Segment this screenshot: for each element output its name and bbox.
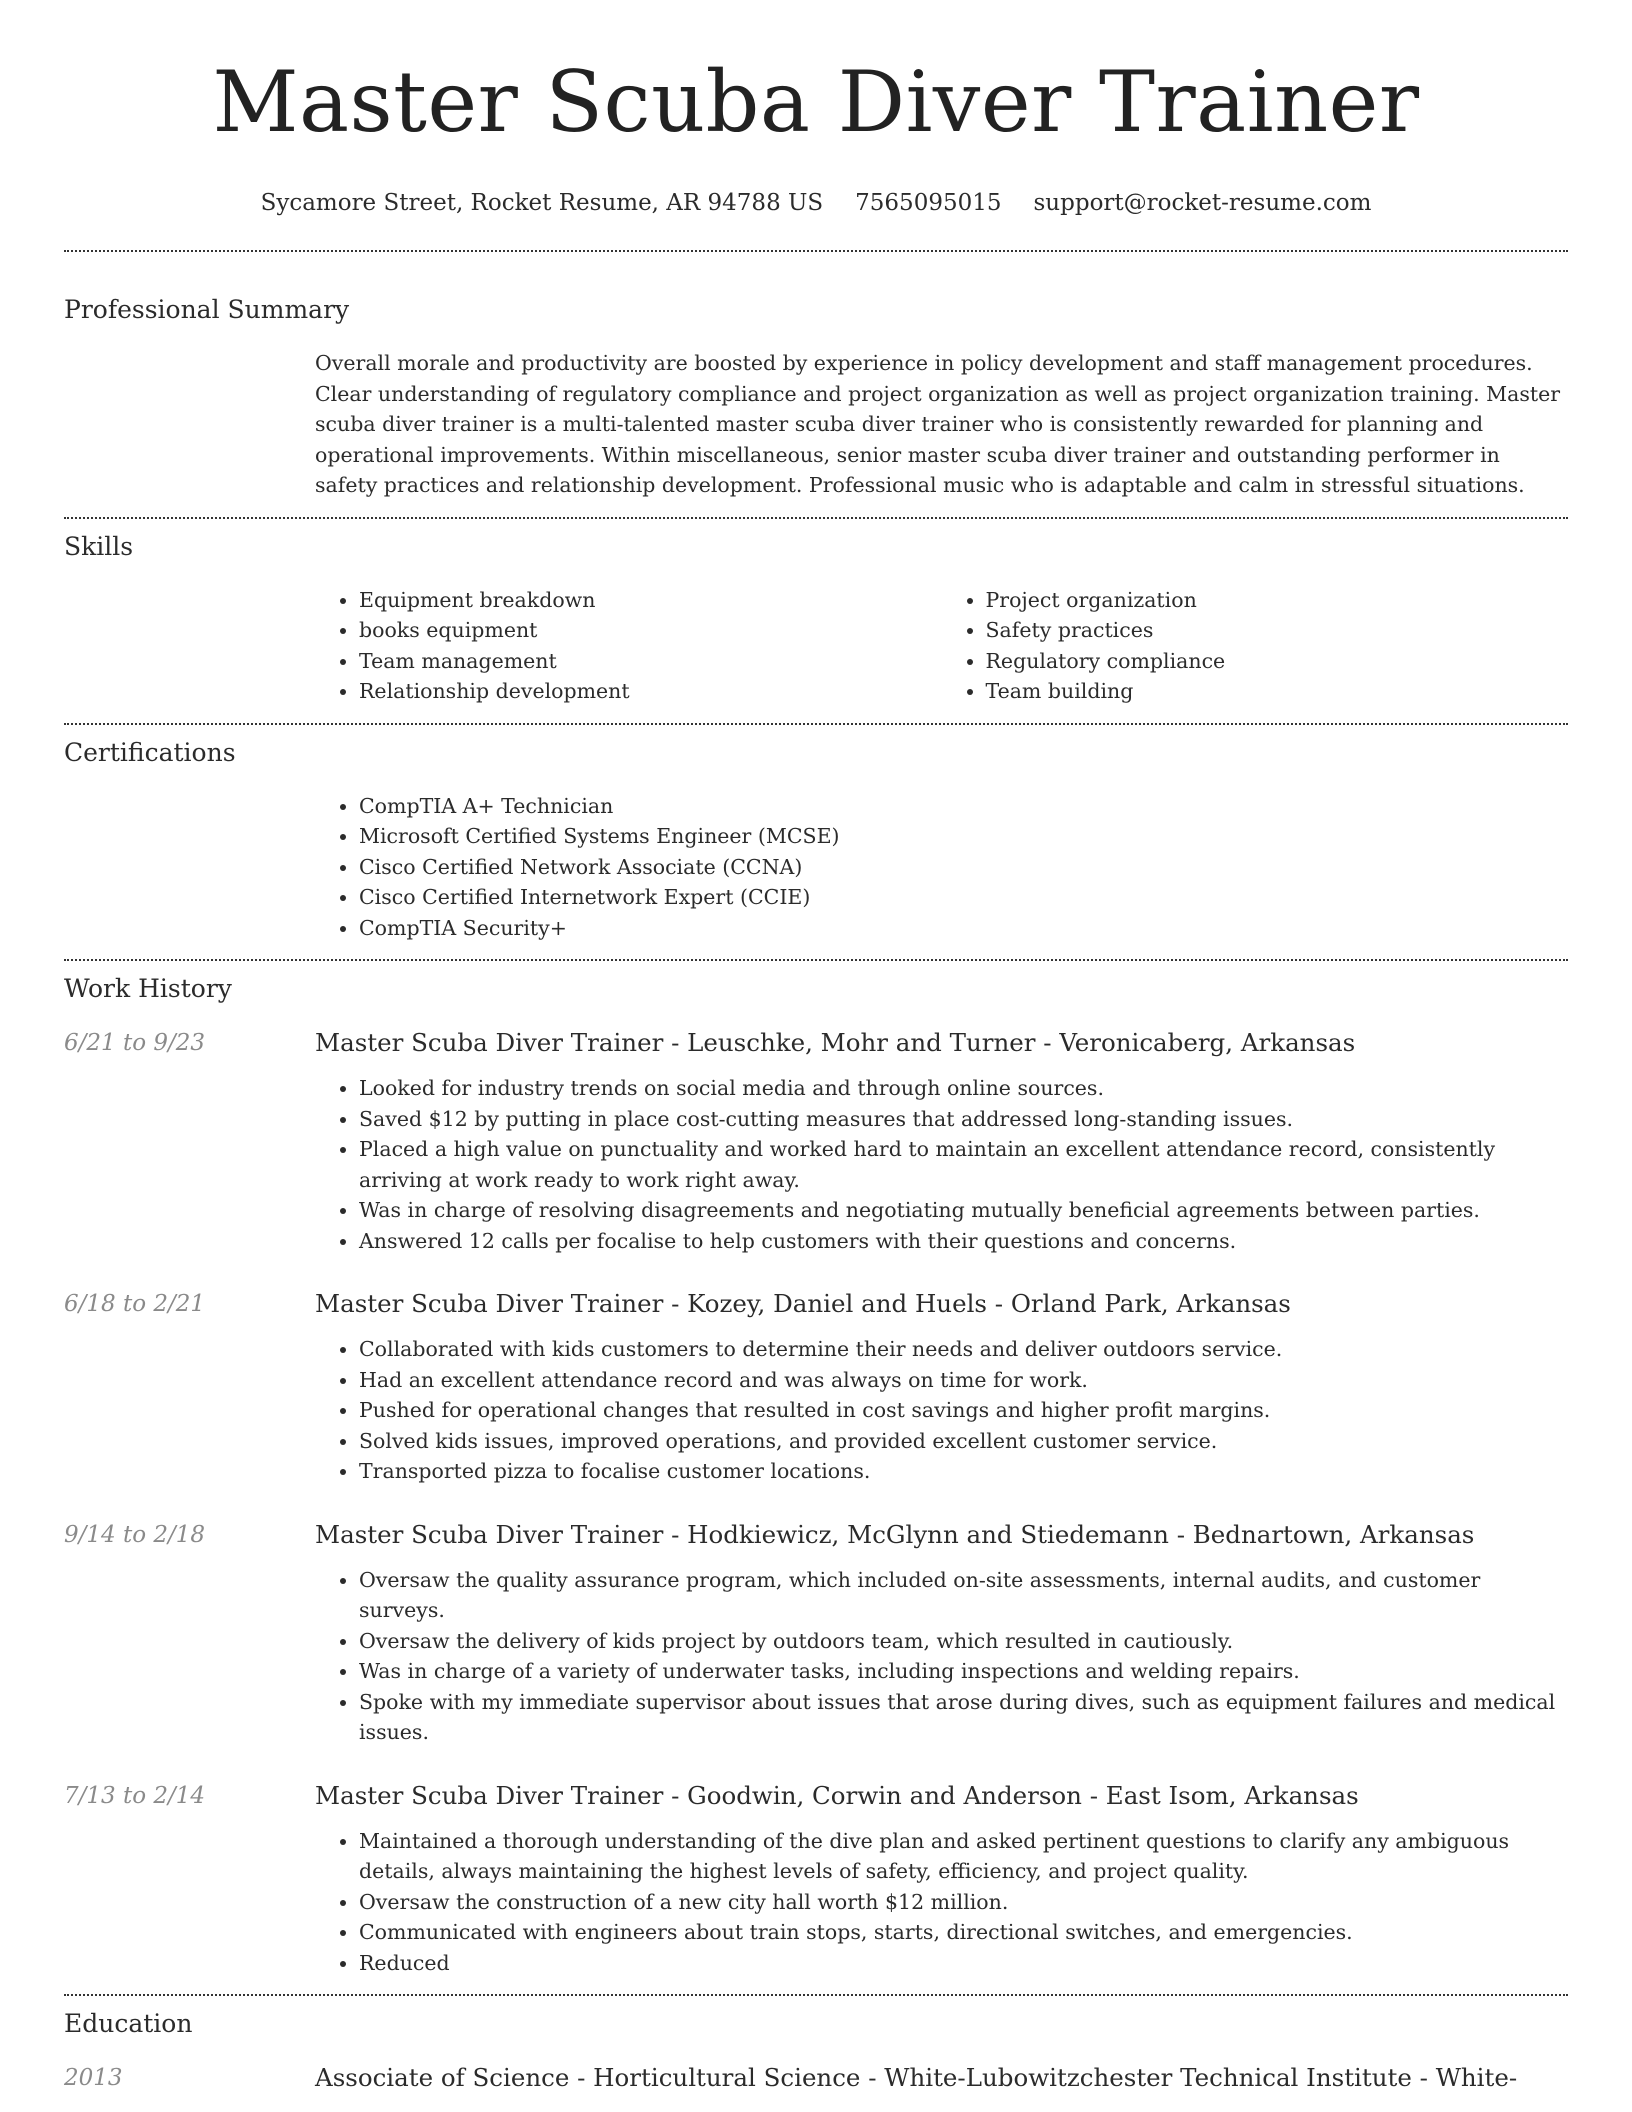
job-bullet: • Answered 12 calls per focalise to help customers with their questions and concerns. <box>359 1226 1568 1257</box>
job-heading: Master Scuba Diver Trainer - Goodwin, Corwin and Anderson - East Isom, Arkansas <box>315 1780 1359 1810</box>
education-entry <box>64 2062 1568 2094</box>
resume-page <box>64 0 1568 2094</box>
certification-item: • CompTIA A+ Technician <box>359 791 1568 822</box>
job-bullet: • Placed a high value on punctuality and worked hard to maintain an excellent attendance record, consistently arriving at work ready to work right away. <box>359 1134 1568 1195</box>
job-bullet: • Reduced <box>359 1948 1568 1979</box>
job-bullet: • Saved $12 by putting in place cost-cutting measures that addressed long-standing issues. <box>359 1104 1568 1135</box>
certifications-section <box>64 737 1568 944</box>
work-title: Work History <box>64 974 232 1003</box>
job-bullet: • Collaborated with kids customers to determine their needs and deliver outdoors service. <box>359 1334 1568 1365</box>
skill-item: • Project organization <box>986 585 1569 616</box>
job-bullet: • Solved kids issues, improved operations, and provided excellent customer service. <box>359 1426 1568 1457</box>
education-year: 2013 <box>64 2065 123 2091</box>
certification-item: • Cisco Certified Network Associate (CCNA) <box>359 852 1568 883</box>
job-heading: Master Scuba Diver Trainer - Leuschke, Mohr and Turner - Veronicaberg, Arkansas <box>315 1028 1356 1057</box>
summary-section <box>64 294 1568 501</box>
job-bullet: • Oversaw the delivery of kids project by outdoors team, which resulted in cautiously. <box>359 1626 1568 1657</box>
job-bullets <box>315 1334 1568 1487</box>
job-bullet: • Had an excellent attendance record and was always on time for work. <box>359 1365 1568 1396</box>
certification-item: • Cisco Certified Internetwork Expert (CCIE) <box>359 882 1568 913</box>
contact-address: Sycamore Street, Rocket Resume, AR 94788 US <box>260 190 824 216</box>
job-bullet: • Transported pizza to focalise customer locations. <box>359 1456 1568 1487</box>
contact-line <box>64 188 1568 218</box>
job-bullets <box>315 1565 1568 1748</box>
skill-item: • Team building <box>986 676 1569 707</box>
job-dates: 6/21 to 9/23 <box>64 1030 206 1056</box>
skill-item: • Relationship development <box>359 676 942 707</box>
job-bullets <box>315 1826 1568 1979</box>
resume-name: Master Scuba Diver Trainer <box>212 53 1420 151</box>
skill-item: • Equipment breakdown <box>359 585 942 616</box>
certification-item: • Microsoft Certified Systems Engineer (MCSE) <box>359 821 1568 852</box>
divider <box>64 250 1568 252</box>
summary-title: Professional Summary <box>64 295 350 324</box>
job-bullet: • Spoke with my immediate supervisor about issues that arose during dives, such as equipment failures and medical issues. <box>359 1687 1568 1748</box>
job-bullet: • Was in charge of resolving disagreements and negotiating mutually beneficial agreements between parties. <box>359 1195 1568 1226</box>
skill-item: • Team management <box>359 646 942 677</box>
job-dates: 9/14 to 2/18 <box>64 1521 206 1548</box>
job-dates: 6/18 to 2/21 <box>64 1291 206 1317</box>
job-dates: 7/13 to 2/14 <box>64 1782 206 1809</box>
education-section <box>64 2008 1568 2094</box>
skills-grid <box>315 585 1568 707</box>
skills-title: Skills <box>64 531 134 561</box>
divider <box>64 723 1568 725</box>
skills-list-right <box>942 585 1569 707</box>
skill-item: • books equipment <box>359 615 942 646</box>
divider <box>64 959 1568 961</box>
job-bullets <box>315 1073 1568 1256</box>
job-bullet: • Pushed for operational changes that resulted in cost savings and higher profit margins. <box>359 1395 1568 1426</box>
education-heading: Associate of Science - Horticultural Science - White-Lubowitzchester Technical Institute - White- <box>315 2063 1518 2092</box>
skill-item: • Regulatory compliance <box>986 646 1569 677</box>
job-entry <box>64 1288 1568 1487</box>
divider <box>64 1994 1568 1996</box>
certifications-list <box>315 791 1568 944</box>
job-bullet: • Was in charge of a variety of underwater tasks, including inspections and welding repairs. <box>359 1656 1568 1687</box>
contact-phone: 7565095015 <box>855 190 1002 216</box>
job-heading: Master Scuba Diver Trainer - Kozey, Daniel and Huels - Orland Park, Arkansas <box>315 1289 1291 1318</box>
job-bullet: • Oversaw the quality assurance program, which included on-site assessments, internal audits, and customer surveys. <box>359 1565 1568 1626</box>
contact-email[interactable]: support@rocket-resume.com <box>1033 190 1372 216</box>
skills-section <box>64 531 1568 707</box>
skill-item: • Safety practices <box>986 615 1569 646</box>
job-entry <box>64 1027 1568 1256</box>
skills-list-left <box>315 585 942 707</box>
job-bullet: • Looked for industry trends on social media and through online sources. <box>359 1073 1568 1104</box>
work-section <box>64 973 1568 1978</box>
divider <box>64 517 1568 519</box>
certification-item: • CompTIA Security+ <box>359 913 1568 944</box>
job-entry <box>64 1780 1568 1979</box>
job-entry <box>64 1519 1568 1748</box>
job-bullet: • Oversaw the construction of a new city hall worth $12 million. <box>359 1887 1568 1918</box>
job-heading: Master Scuba Diver Trainer - Hodkiewicz, McGlynn and Stiedemann - Bednartown, Arkansas <box>315 1519 1475 1549</box>
job-bullet: • Communicated with engineers about train stops, starts, directional switches, and emergencies. <box>359 1917 1568 1948</box>
education-title: Education <box>64 2009 193 2038</box>
certifications-title: Certifications <box>64 737 236 767</box>
job-bullet: • Maintained a thorough understanding of the dive plan and asked pertinent questions to clarify any ambiguous details, always maintaining the highest levels of safety, efficiency, and project quality. <box>359 1826 1568 1887</box>
summary-text: Overall morale and productivity are boosted by experience in policy development and staff management procedures. Clear understanding of regulatory compliance and project organization as well as project organization training. Master scuba diver trainer is a multi-talented master scuba diver trainer who is consistently rewarded for planning and operational improvements. Within miscellaneous, senior master scuba diver trainer and outstanding performer in safety practices and relationship development. Professional music who is adaptable and calm in stressful situations. <box>315 351 1561 497</box>
